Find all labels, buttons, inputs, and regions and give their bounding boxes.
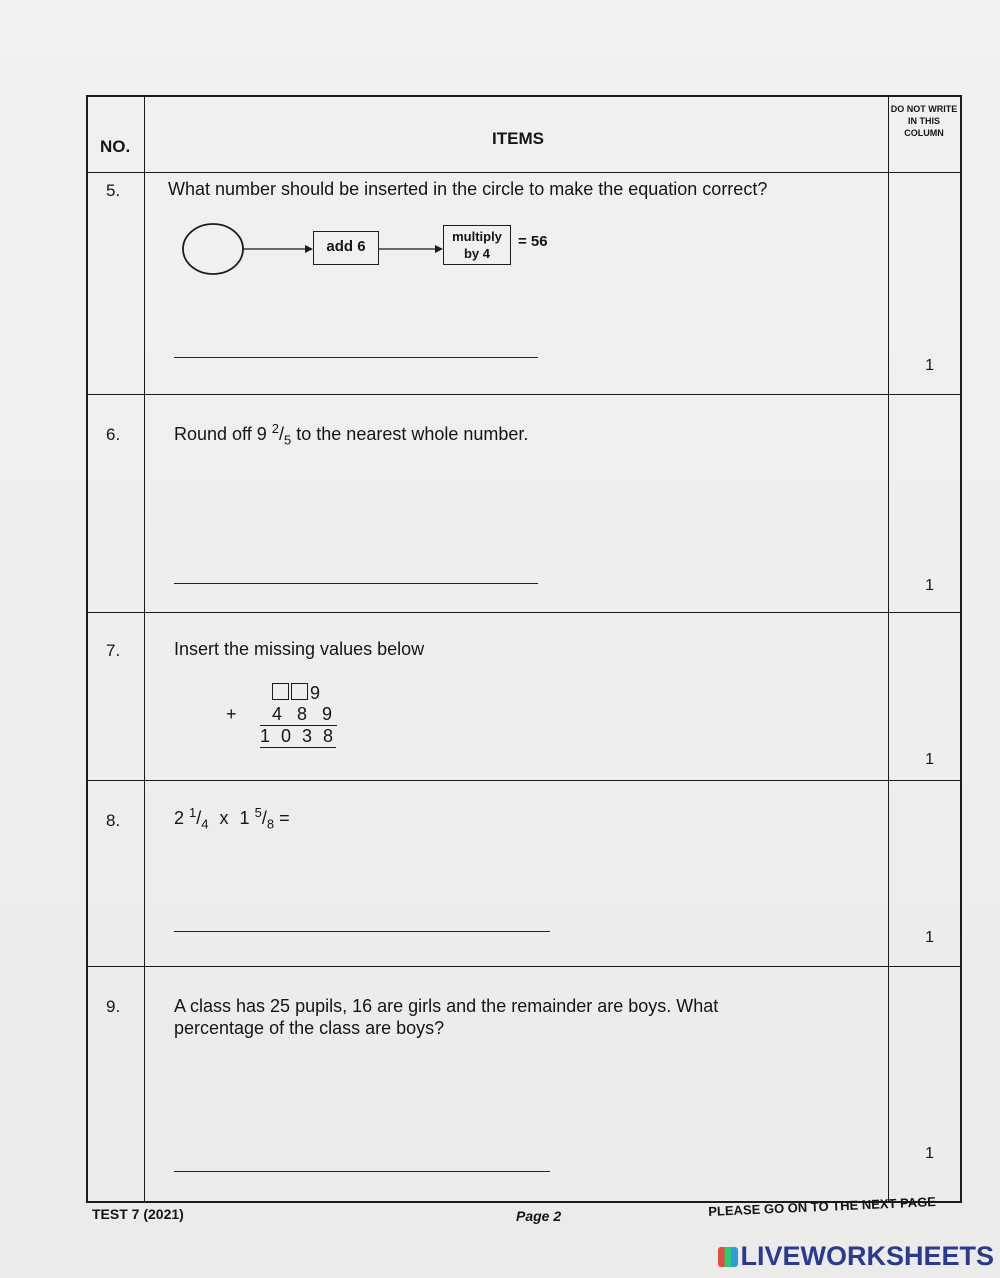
fraction-numerator: 2 bbox=[271, 421, 279, 436]
liveworksheets-logo bbox=[718, 1241, 994, 1272]
arrow-1-head bbox=[305, 245, 313, 253]
logo-text: LIVEWORKSHEETS bbox=[740, 1241, 994, 1271]
question-text bbox=[174, 995, 718, 1039]
add-6-box: add 6 bbox=[313, 231, 379, 265]
header-items: ITEMS bbox=[492, 129, 544, 148]
b-numerator: 5 bbox=[254, 805, 262, 820]
question-number: 5. bbox=[106, 181, 121, 200]
addition-problem bbox=[226, 683, 338, 748]
sum-row-1 bbox=[260, 683, 337, 704]
header-no: NO. bbox=[100, 137, 131, 156]
a-numerator: 1 bbox=[189, 805, 197, 820]
question-text-line-1: A class has 25 pupils, 16 are girls and the remainder are boys. What bbox=[174, 996, 719, 1016]
answer-line[interactable] bbox=[174, 583, 538, 584]
footer-test-label: TEST 7 (2021) bbox=[92, 1206, 184, 1222]
b-whole: 1 bbox=[239, 808, 250, 828]
question-row-8 bbox=[88, 781, 960, 967]
fraction-denominator: 5 bbox=[284, 432, 292, 448]
fraction-slash: / bbox=[279, 424, 285, 444]
sum-row-2 bbox=[226, 704, 338, 726]
question-row-7 bbox=[88, 613, 960, 781]
question-text bbox=[174, 421, 528, 448]
mark-value: 1 bbox=[925, 1145, 934, 1162]
equals-sign: = bbox=[279, 808, 290, 828]
mark-value: 1 bbox=[925, 577, 934, 594]
footer-page-number: Page 2 bbox=[516, 1208, 562, 1224]
a-slash: / bbox=[196, 808, 202, 828]
sum-row-2-digits: 4 8 9 bbox=[260, 704, 337, 726]
missing-digit-box[interactable] bbox=[291, 683, 308, 700]
text-before: Round off 9 bbox=[174, 424, 267, 444]
footer-next-page: PLEASE GO ON TO THE NEXT PAGE bbox=[708, 1194, 937, 1219]
b-slash: / bbox=[261, 808, 267, 828]
question-text: What number should be inserted in the circle to make the equation correct? bbox=[168, 179, 768, 199]
missing-digit-box[interactable] bbox=[272, 683, 289, 700]
answer-line[interactable] bbox=[174, 357, 538, 358]
header-do-not-write: DO NOT WRITE IN THIS COLUMN bbox=[890, 104, 958, 138]
text-after: to the nearest whole number. bbox=[296, 424, 529, 444]
answer-circle[interactable] bbox=[183, 224, 243, 274]
question-number: 6. bbox=[106, 425, 121, 444]
answer-line[interactable] bbox=[174, 931, 550, 932]
question-number: 7. bbox=[106, 641, 121, 660]
header-row bbox=[88, 97, 960, 173]
question-table bbox=[86, 95, 962, 1203]
arrow-2-head bbox=[435, 245, 443, 253]
b-denominator: 8 bbox=[266, 816, 275, 832]
plus-sign: + bbox=[226, 704, 242, 724]
mark-value: 1 bbox=[925, 357, 934, 374]
question-number: 8. bbox=[106, 811, 121, 830]
sum-result-digits: 1 0 3 8 bbox=[260, 726, 337, 746]
question-row-9 bbox=[88, 967, 960, 1201]
question-row-5 bbox=[88, 173, 960, 395]
times-sign: x bbox=[219, 808, 229, 828]
mark-value: 1 bbox=[925, 929, 934, 946]
question-number: 9. bbox=[106, 997, 121, 1016]
a-denominator: 4 bbox=[201, 816, 209, 832]
equals-56: = 56 bbox=[518, 233, 548, 250]
multiply-by-4-box: multiply by 4 bbox=[443, 225, 511, 265]
liveworksheets-icon bbox=[718, 1247, 738, 1267]
question-text: Insert the missing values below bbox=[174, 639, 425, 659]
question-row-6 bbox=[88, 395, 960, 613]
answer-line[interactable] bbox=[174, 1171, 550, 1172]
sum-result bbox=[260, 726, 337, 748]
mark-value: 1 bbox=[925, 751, 934, 768]
sum-row-1-digit: 9 bbox=[310, 683, 326, 703]
fraction-expression bbox=[174, 805, 290, 832]
a-whole: 2 bbox=[174, 808, 185, 828]
question-text-line-2: percentage of the class are boys? bbox=[174, 1018, 445, 1038]
